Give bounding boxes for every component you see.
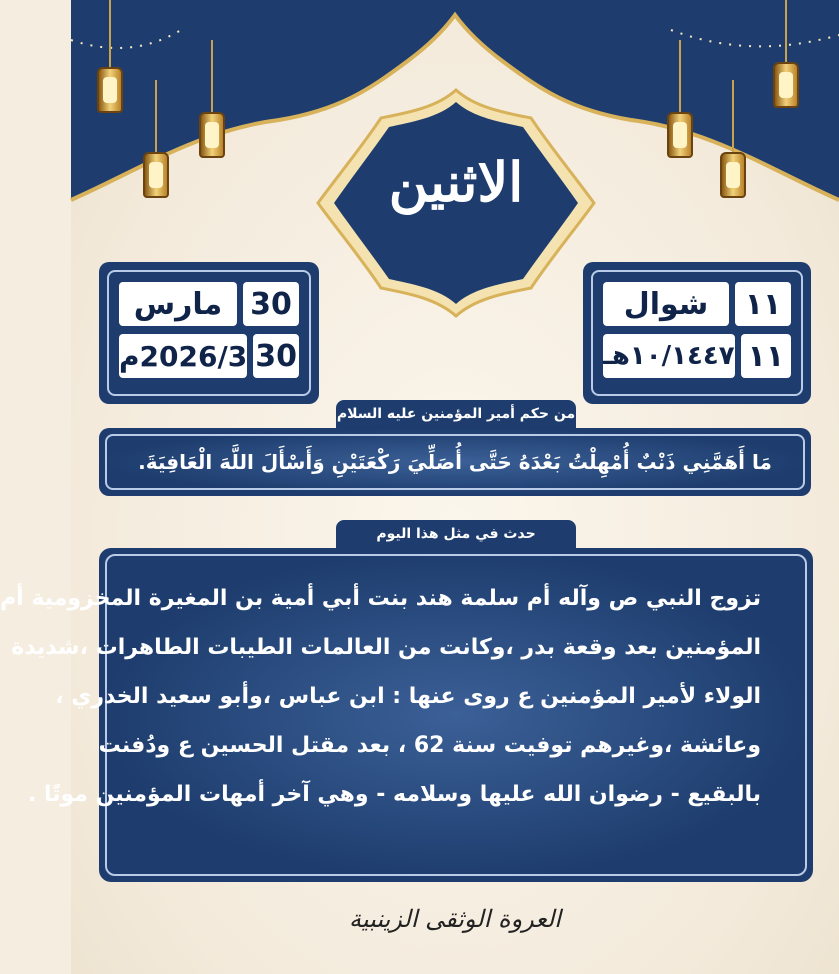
quote-label: من حكم أمير المؤمنين عليه السلام xyxy=(336,400,576,428)
hijri-day-repeat: ١١ xyxy=(741,334,791,378)
day-title: الاثنين xyxy=(388,150,524,214)
event-label: حدث في مثل هذا اليوم xyxy=(336,520,576,548)
event-line: الولاء لأمير المؤمنين ع روى عنها : ابن عباس ،وأبو سعيد الخدري ، xyxy=(55,684,761,709)
lantern-icon xyxy=(716,140,750,210)
logo: العروة الوثقى الزينبية xyxy=(349,905,561,933)
gregorian-day: 30 xyxy=(243,282,299,326)
event-line: تزوج النبي ص وآله أم سلمة هند بنت أبي أمية بن المغيرة المخزومية أم xyxy=(0,586,761,611)
quote-text: مَا أَهَمَّنِي ذَنْبٌ أُمْهِلْتُ بَعْدَهُ حَتَّى أُصَلِّيَ رَكْعَتَيْنِ وَأَسْأَلَ اللَّهَ الْعَافِيَةَ. xyxy=(138,450,772,474)
hijri-day: ١١ xyxy=(735,282,791,326)
lantern-icon xyxy=(139,140,173,210)
gregorian-month: مارس xyxy=(119,282,237,326)
gregorian-day-repeat: 30 xyxy=(253,334,299,378)
gregorian-date-box xyxy=(99,262,319,404)
hijri-month: شوال xyxy=(603,282,729,326)
lantern-icon xyxy=(195,100,229,170)
quote-box xyxy=(99,428,811,496)
hijri-full-date: ١٠/١٤٤٧هـ xyxy=(603,334,735,378)
event-line: المؤمنين بعد وقعة بدر ،وكانت من العالمات الطيبات الطاهرات ،شديدة xyxy=(11,635,761,660)
lantern-icon xyxy=(663,100,697,170)
event-box xyxy=(0,548,813,882)
lantern-icon xyxy=(93,55,127,125)
gregorian-full-date: 2026/3م xyxy=(119,334,247,378)
event-line: بالبقيع - رضوان الله عليها وسلامه - وهي آخر أمهات المؤمنين موتًا . xyxy=(27,782,761,807)
lantern-icon xyxy=(769,50,803,120)
hijri-date-box xyxy=(583,262,811,404)
event-line: وعائشة ،وغيرهم توفيت سنة 62 ، بعد مقتل الحسين ع ودُفنت xyxy=(98,733,761,758)
